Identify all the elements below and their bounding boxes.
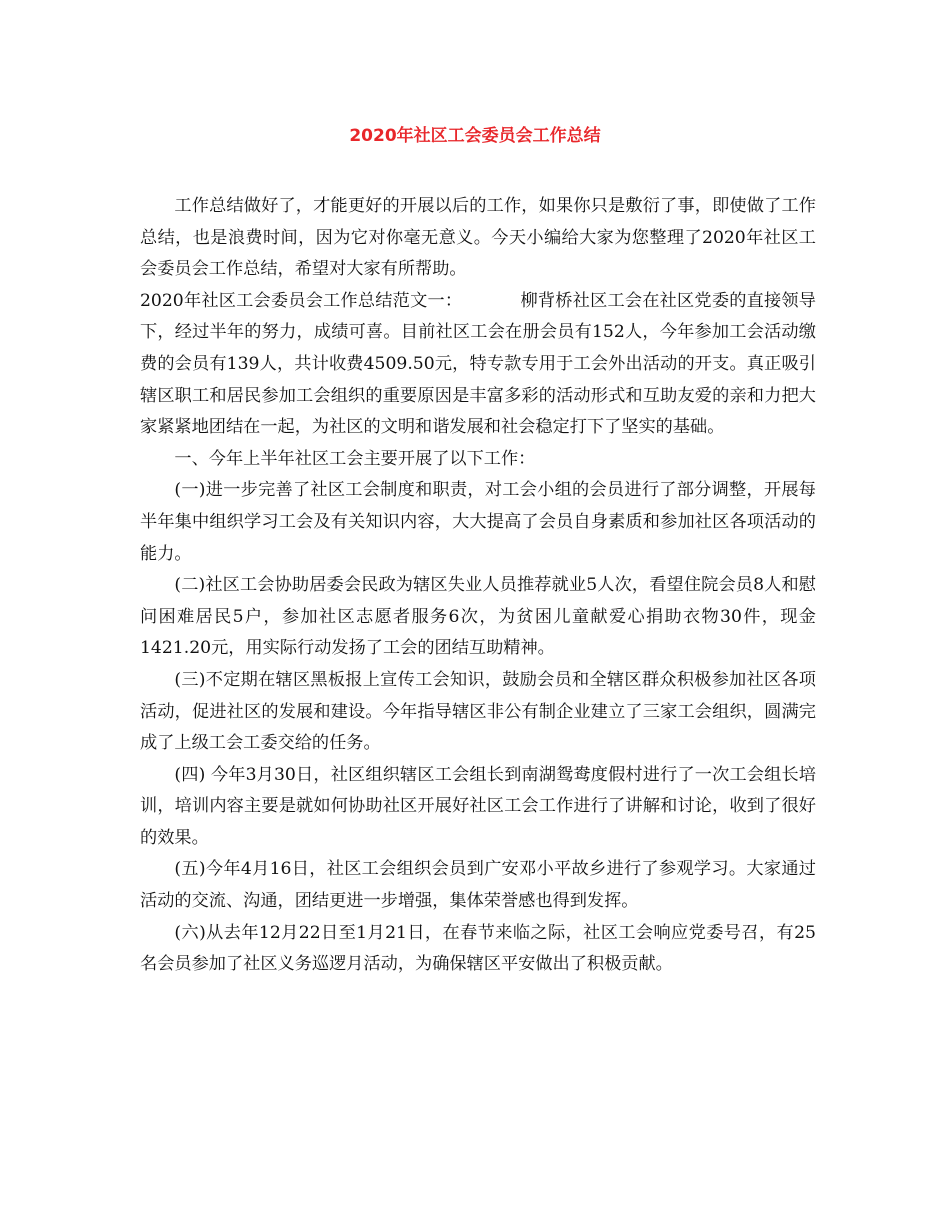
list-item-3: (三)不定期在辖区黑板报上宣传工会知识，鼓励会员和全辖区群众积极参加社区各项活动，促进社区的发展和建设。今年指导辖区非公有制企业建立了三家工会组织，圆满完成了上级工会工委交给的任务。 — [140, 669, 816, 754]
sample-heading: 2020年社区工会委员会工作总结范文一： — [140, 290, 463, 311]
sample-body: 柳背桥社区工会在社区党委的直接领导下，经过半年的努力，成绩可喜。目前社区工会在册会员有152人，今年参加工会活动缴费的会员有139人，共计收费4509.50元，特专款专用于工会外出活动的开支。真正吸引辖区职工和居民参加工会组织的重要原因是丰富多彩的活动形式和互助友爱的亲和力把大家紧紧地团结在一起，为社区的文明和谐发展和社会稳定打下了坚实的基础。 — [140, 290, 816, 438]
list-item-5: (五)今年4月16日，社区工会组织会员到广安邓小平故乡进行了参观学习。大家通过活动的交流、沟通，团结更进一步增强，集体荣誉感也得到发挥。 — [140, 859, 816, 912]
document-body — [140, 191, 816, 981]
sample-paragraph — [140, 286, 816, 444]
list-item-6: (六)从去年12月22日至1月21日，在春节来临之际，社区工会响应党委号召，有25名会员参加了社区义务巡逻月活动，为确保辖区平安做出了积极贡献。 — [140, 922, 816, 975]
intro-paragraph: 工作总结做好了，才能更好的开展以后的工作，如果你只是敷衍了事，即使做了工作总结，也是浪费时间，因为它对你毫无意义。今天小编给大家为您整理了2020年社区工会委员会工作总结，希望对大家有所帮助。 — [140, 196, 816, 280]
section-heading: 一、今年上半年社区工会主要开展了以下工作： — [174, 448, 536, 469]
list-item-2: (二)社区工会协助居委会民政为辖区失业人员推荐就业5人次，看望住院会员8人和慰问困难居民5户，参加社区志愿者服务6次，为贫困儿童献爱心捐助衣物30件，现金1421.20元，用实际行动发扬了工会的团结互助精神。 — [140, 575, 816, 659]
document-title: 2020年社区工会委员会工作总结 — [349, 126, 601, 146]
list-item-1: (一)进一步完善了社区工会制度和职责，对工会小组的会员进行了部分调整，开展每半年集中组织学习工会及有关知识内容，大大提高了会员自身素质和参加社区各项活动的能力。 — [140, 480, 816, 564]
list-item-4: (四) 今年3月30日，社区组织辖区工会组长到南湖鸳鸯度假村进行了一次工会组长培训，培训内容主要是就如何协助社区开展好社区工会工作进行了讲解和讨论，收到了很好的效果。 — [140, 764, 816, 848]
